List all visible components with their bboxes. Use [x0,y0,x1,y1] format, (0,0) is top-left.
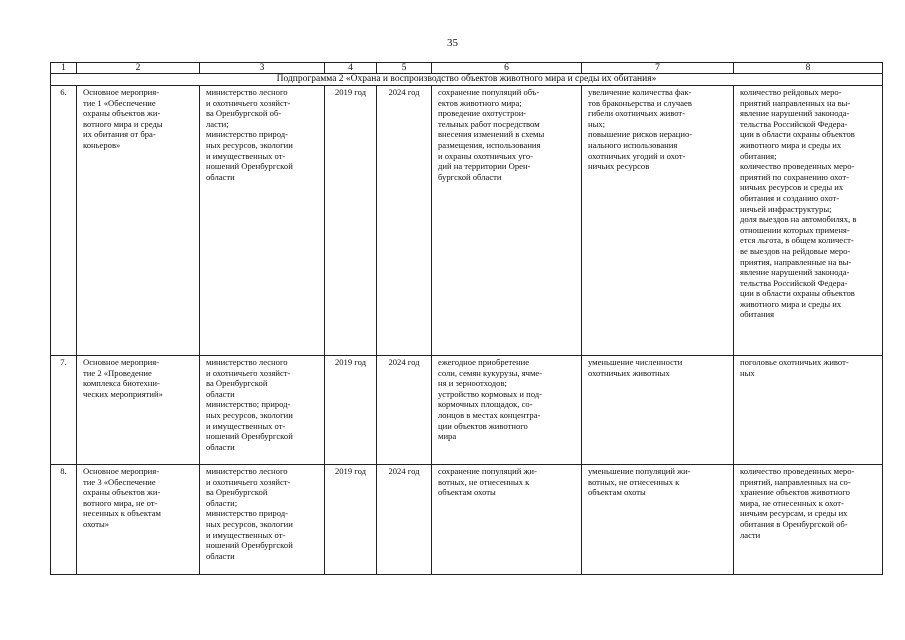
consequences: уменьшение популяций жи- вотных, не отнесенных к объектам охоты [582,465,734,575]
column-number: 6 [432,63,582,74]
column-number: 7 [582,63,734,74]
expected-result: сохранение популяций объ- ектов животного мира; проведение охотустрои- тельных работ посредством внесения изменений в схемы размещения, использования и охраны охотничьих уго- дий на территории Орен- бургской области [432,86,582,356]
table-row [51,86,883,356]
executor: министерство лесного и охотничьего хозяйст- ва Оренбургской области министерство; природ- ных ресурсов, экологии и имущественных от- ношений Оренбургской области [200,356,325,465]
program-table [50,62,883,575]
column-number: 8 [734,63,883,74]
start-year: 2019 год [325,86,377,356]
column-number: 4 [325,63,377,74]
column-number: 5 [377,63,432,74]
end-year: 2024 год [377,465,432,575]
event-name: Основное мероприя- тие 1 «Обеспечение охраны объектов жи- вотного мира и среды их обитания от бра- коньеров» [77,86,200,356]
column-number: 3 [200,63,325,74]
row-number: 6. [51,86,77,356]
event-name: Основное мероприя- тие 2 «Проведение комплекса биотехни- ческих мероприятий» [77,356,200,465]
executor: министерство лесного и охотничьего хозяйст- ва Оренбургской области; министерство природ- ных ресурсов, экологии и имущественных от- ношений Оренбургской области [200,465,325,575]
page-number: 35 [447,37,458,49]
indicators: количество проведенных меро- приятий, направленных на со- хранение объектов животного мира, не отнесенных к охот- ничьим ресурсам, и среды их обитания в Оренбургской об- ласти [734,465,883,575]
expected-result: ежегодное приобретение соли, семян кукурузы, ячме- ня и зерноотходов; устройство кормовых и под- кормочных площадок, со- лонцов в местах концентра- ции объектов животного мира [432,356,582,465]
consequences: увеличение количества фак- тов браконьерства и случаев гибели охотничьих живот- ных; повышение рисков нерацио- нального использования охотничьих угодий и охот- ничьих ресурсов [582,86,734,356]
event-name: Основное мероприя- тие 3 «Обеспечение охраны объектов жи- вотного мира, не от- несенных к объектам охоты» [77,465,200,575]
indicators: поголовье охотничьих живот- ных [734,356,883,465]
end-year: 2024 год [377,356,432,465]
subprogram-title: Подпрограмма 2 «Охрана и воспроизводство объектов животного мира и среды их обитания» [51,74,883,86]
row-number: 7. [51,356,77,465]
start-year: 2019 год [325,465,377,575]
row-number: 8. [51,465,77,575]
column-number: 2 [77,63,200,74]
end-year: 2024 год [377,86,432,356]
consequences: уменьшение численности охотничьих животных [582,356,734,465]
table-row [51,356,883,465]
subprogram-row [51,74,883,86]
column-number-row [51,63,883,74]
executor: министерство лесного и охотничьего хозяйст- ва Оренбургской об- ласти; министерство природ- ных ресурсов, экологии и имущественных от- ношений Оренбургской области [200,86,325,356]
start-year: 2019 год [325,356,377,465]
expected-result: сохранение популяций жи- вотных, не отнесенных к объектам охоты [432,465,582,575]
column-number: 1 [51,63,77,74]
indicators: количество рейдовых меро- приятий направленных на вы- явление нарушений законода- тельства Российской Федера- ции в области охраны объектов животного мира и среды их обитания; количество проведенных меро- приятий по сохранению охот- ничьих ресурсов и среды их обитания и созданию охот- ничьей инфраструктуры; доля выездов на автомобилях, в отношении которых применя- ется льгота, в общем количест- ве выездов на рейдовые меро- приятия, направленные на вы- явление нарушений законода- тельства Российской Федера- ции в области охраны объектов животного мира и среды их обитания [734,86,883,356]
table-row [51,465,883,575]
